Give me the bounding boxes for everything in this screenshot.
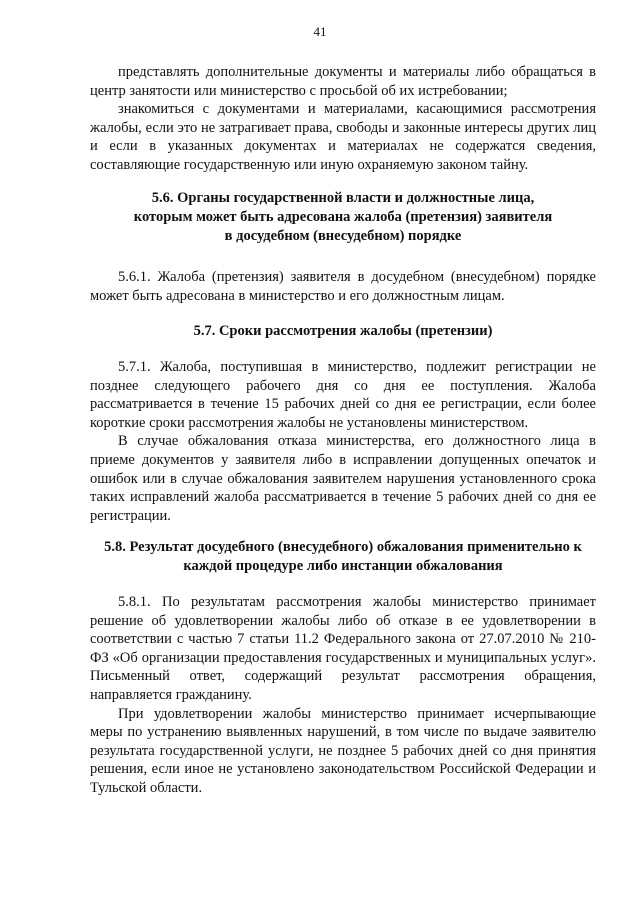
paragraph-request-documents: представлять дополнительные документы и материалы либо обращаться в центр занятости или министерство с просьбой об их истребовании; [90, 64, 596, 99]
paragraph-5-7-1: 5.7.1. Жалоба, поступившая в министерство, подлежит регистрации не позднее следующего рабочего дня со дня ее поступления. Жалоба рассматривается в течение 15 рабочих дней со дня ее регистрации, если более короткие сроки рассмотрения жалобы не установлены министерством. [90, 359, 596, 431]
section-5-7 [90, 322, 596, 525]
paragraph-5-8-2: При удовлетворении жалобы министерство принимает исчерпывающие меры по устранению выявленных нарушений, в том числе по выдаче заявителю результата государственной услуги, не позднее 5 рабочих дней со дня принятия решения, если иное не установлено законодательством Российской Федерации и Тульской области. [90, 705, 596, 796]
section-5-8 [90, 538, 596, 798]
heading-line: 5.6. Органы государственной власти и должностные лица, [151, 190, 535, 206]
paragraph-review-documents: знакомиться с документами и материалами, касающимися рассмотрения жалобы, если это не затрагивает права, свободы и законные интересы других лиц и если в указанных документах и материалах не содержатся сведения, составляющие государственную или иную охраняемую законом тайну. [90, 101, 596, 173]
heading-line: 5.8. Результат досудебного (внесудебного) обжалования применительно к [104, 539, 582, 555]
section-5-8-heading [90, 538, 596, 576]
heading-line: каждой процедуре либо инстанции обжалования [183, 558, 503, 574]
page-number: 41 [313, 24, 327, 39]
section-5-7-heading [90, 322, 596, 341]
access-rights-block [90, 63, 596, 175]
section-5-6 [90, 189, 596, 305]
paragraph-5-7-2: В случае обжалования отказа министерства, его должностного лица в приеме документов у заявителя либо в исправлении допущенных опечаток и ошибок или в случае обжалования заявителем нарушения установленного срока таких исправлений жалоба рассматривается в течение 5 рабочих дней со дня ее регистрации. [90, 433, 596, 524]
paragraph-5-8-1: 5.8.1. По результатам рассмотрения жалобы министерство принимает решение об удовлетворении жалобы либо об отказе в ее удовлетворении в соответствии с частью 7 статьи 11.2 Федерального закона от 27.07.2010 № 210-ФЗ «Об организации предоставления государственных и муниципальных услуг». Письменный ответ, содержащий результат рассмотрения обращения, направляется гражданину. [90, 594, 596, 703]
heading-line: которым может быть адресована жалоба (претензия) заявителя [133, 209, 553, 225]
heading-line: 5.7. Сроки рассмотрения жалобы (претензии) [193, 323, 493, 339]
heading-line: в досудебном (внесудебном) порядке [224, 228, 462, 244]
section-5-6-heading [90, 189, 596, 246]
paragraph-5-6-1: 5.6.1. Жалоба (претензия) заявителя в досудебном (внесудебном) порядке может быть адресована в министерство и его должностным лицам. [90, 269, 596, 304]
